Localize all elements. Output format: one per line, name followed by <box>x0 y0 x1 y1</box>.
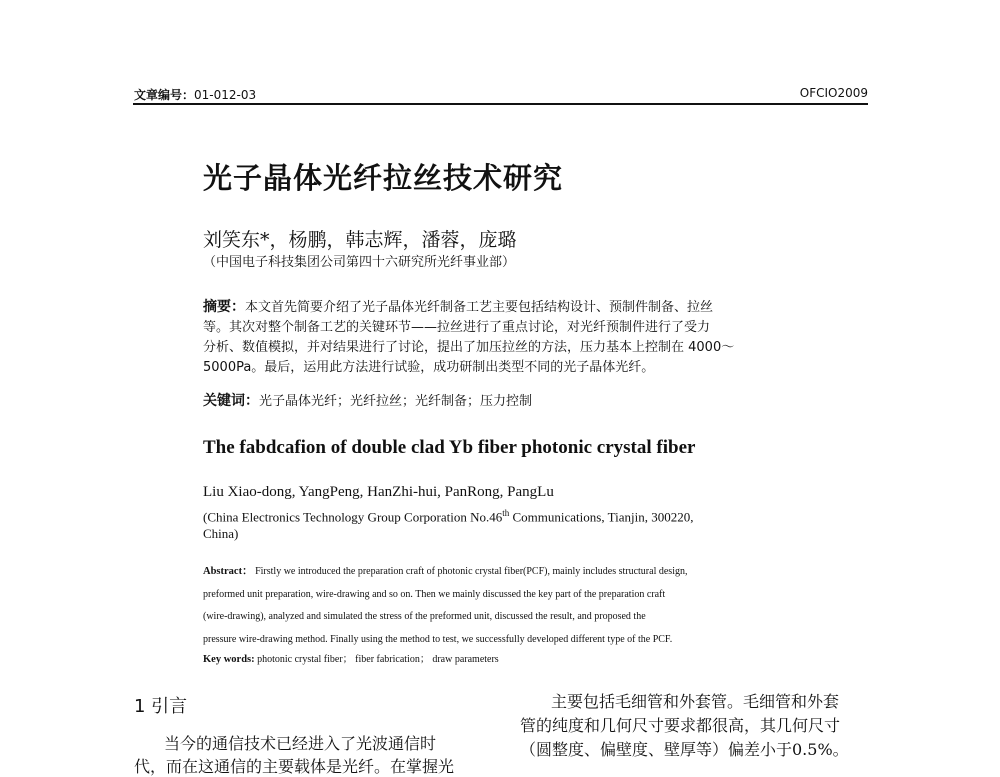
keywords-cn-label: 关键词： <box>203 393 259 409</box>
abstract-en-line: pressure wire-drawing method. Finally using the method to test, we successfully developed different type of the PCF. <box>203 633 673 645</box>
keywords-en-text: photonic crystal fiber； fiber fabrication； draw parameters <box>257 654 499 665</box>
body-text-right-line: 主要包括毛细管和外套管。毛细管和外套 <box>551 692 840 711</box>
keywords-en <box>203 650 499 665</box>
authors-en: Liu Xiao-dong, YangPeng, HanZhi-hui, PanRong, PangLu <box>203 484 554 500</box>
keywords-cn-text: 光子晶体光纤；光纤拉丝；光纤制备；压力控制 <box>259 394 533 409</box>
body-text-right-line: 管的纯度和几何尺寸要求都很高，其几何尺寸 <box>520 716 841 735</box>
body-text-left-line: 当今的通信技术已经进入了光波通信时 <box>164 734 437 753</box>
abstract-en-label: Abstract： <box>203 566 253 577</box>
abstract-cn-line: 5000Pa。最后，运用此方法进行试验，成功研制出类型不同的光子晶体光纤。 <box>203 360 655 375</box>
abstract-en-line: Abstract： Firstly we introduced the preparation craft of photonic crystal fiber(PCF), mainly includes structural design, <box>203 566 688 577</box>
conference-code: OFCIO2009 <box>799 86 868 100</box>
abstract-cn-label: 摘要： <box>203 299 245 315</box>
body-text-right-line: （圆整度、偏壁度、壁厚等）偏差小于0.5%。 <box>520 740 849 759</box>
paper-title-cn: 光子晶体光纤拉丝技术研究 <box>203 161 564 195</box>
abstract-en-line: (wire-drawing), analyzed and simulated the stress of the preformed unit, discussed the result, and proposed the <box>203 611 646 622</box>
keywords-cn <box>203 390 532 410</box>
affiliation-cn: （中国电子科技集团公司第四十六研究所光纤事业部） <box>203 255 516 270</box>
header-rule <box>133 103 868 105</box>
article-number-value: 01-012-03 <box>194 88 257 102</box>
abstract-cn-line: 摘要：本文首先简要介绍了光子晶体光纤制备工艺主要包括结构设计、预制件制备、拉丝 <box>203 299 714 315</box>
keywords-en-label: Key words: <box>203 654 255 665</box>
section-heading-introduction: 1 引言 <box>134 696 188 717</box>
abstract-cn-line: 等。其次对整个制备工艺的关键环节——拉丝进行了重点讨论，对光纤预制件进行了受力 <box>203 320 711 335</box>
body-text-left-line: 代，而在这通信的主要载体是光纤。在掌握光 <box>134 757 455 776</box>
abstract-cn <box>203 297 803 378</box>
authors-cn: 刘笑东*，杨鹏，韩志辉，潘蓉，庞璐 <box>203 229 517 251</box>
abstract-en <box>203 561 803 651</box>
article-number <box>134 86 256 103</box>
abstract-en-line: preformed unit preparation, wire-drawing and so on. Then we mainly discussed the key part of the preparation craft <box>203 588 666 600</box>
abstract-cn-line: 分析、数值模拟，并对结果进行了讨论，提出了加压拉丝的方法，压力基本上控制在 4000～ <box>203 340 735 355</box>
affiliation-en: (China Electronics Technology Group Corporation No.46th Communications, Tianjin, 300220, China) <box>203 508 694 542</box>
article-number-label: 文章编号： <box>134 88 195 102</box>
paper-title-en: The fabdcafion of double clad Yb fiber photonic crystal fiber <box>203 437 696 458</box>
